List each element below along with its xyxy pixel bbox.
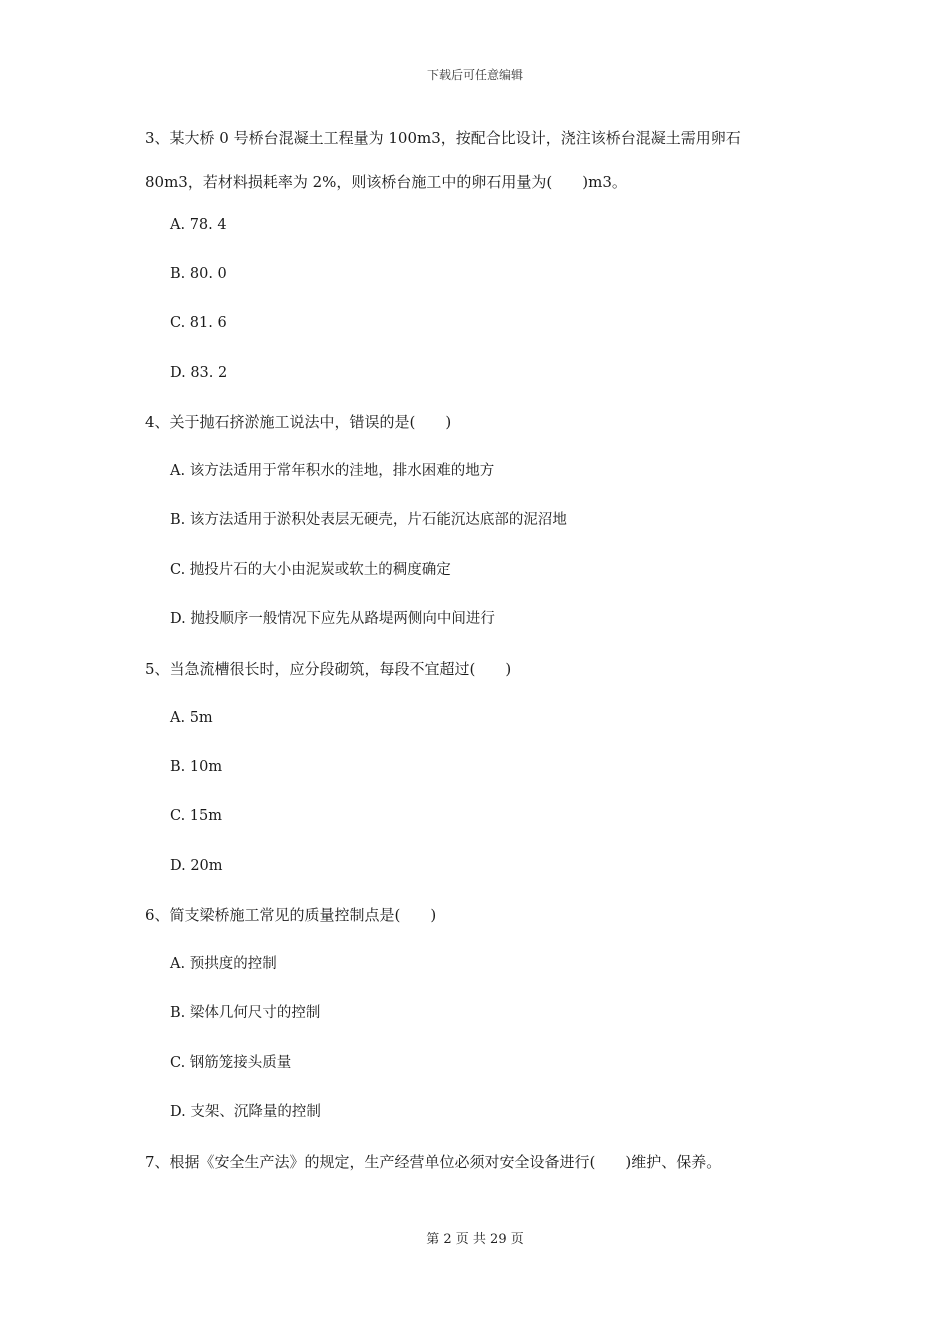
question-4-title: 4、关于抛石挤淤施工说法中，错误的是( ) xyxy=(145,413,452,432)
question-5-option-d: D. 20m xyxy=(170,857,223,874)
question-6-option-a: A. 预拱度的控制 xyxy=(170,956,277,973)
question-3-line-1: 3、某大桥 0 号桥台混凝土工程量为 100m3，按配合比设计，浇注该桥台混凝土需用卵石 xyxy=(145,129,741,147)
question-3-option-b: B. 80. 0 xyxy=(170,265,227,282)
page-footer: 第 2 页 共 29 页 xyxy=(426,1232,524,1247)
question-4-option-a: A. 该方法适用于常年积水的洼地，排水困难的地方 xyxy=(170,463,495,480)
question-7 xyxy=(145,1137,815,1186)
question-5-option-c: C. 15m xyxy=(170,808,222,825)
question-5-option-a: A. 5m xyxy=(170,709,213,726)
question-6-option-c: C. 钢筋笼接头质量 xyxy=(170,1054,292,1071)
question-4 xyxy=(145,397,815,643)
question-4-option-c: C. 抛投片石的大小由泥炭或软土的稠度确定 xyxy=(170,561,451,578)
question-5-title: 5、当急流槽很长时，应分段砌筑，每段不宜超过( ) xyxy=(145,659,512,678)
document-body xyxy=(145,120,815,1186)
page-header: 下载后可任意编辑 xyxy=(426,68,523,82)
question-3-option-a: A. 78. 4 xyxy=(170,216,227,233)
question-4-option-d: D. 抛投顺序一般情况下应先从路堤两侧向中间进行 xyxy=(170,611,495,628)
question-7-title: 7、根据《安全生产法》的规定，生产经营单位必须对安全设备进行( )维护、保养。 xyxy=(145,1152,722,1171)
question-4-option-b: B. 该方法适用于淤积处表层无硬壳，片石能沉达底部的泥沼地 xyxy=(170,512,567,529)
question-6-title: 6、简支梁桥施工常见的质量控制点是( ) xyxy=(145,906,437,925)
question-6-option-b: B. 梁体几何尺寸的控制 xyxy=(170,1005,321,1022)
question-6 xyxy=(145,890,815,1136)
question-3-option-c: C. 81. 6 xyxy=(170,315,227,332)
question-5-option-b: B. 10m xyxy=(170,758,223,775)
question-3 xyxy=(145,128,815,397)
question-5 xyxy=(145,644,815,890)
question-6-option-d: D. 支架、沉降量的控制 xyxy=(170,1103,321,1120)
question-3-option-d: D. 83. 2 xyxy=(170,364,228,381)
question-3-line-2: 80m3，若材料损耗率为 2%，则该桥台施工中的卵石用量为( )m3。 xyxy=(145,173,627,191)
